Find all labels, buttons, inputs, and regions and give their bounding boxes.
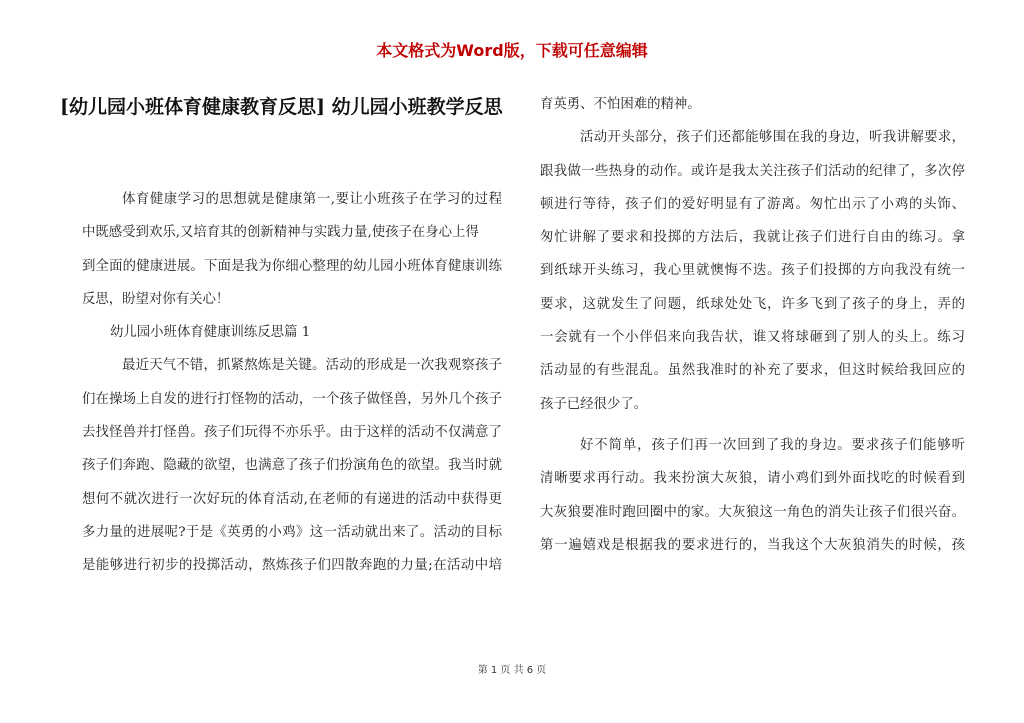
- text-line: 好不简单，孩子们再一次回到了我的身边。要求孩子们能够听: [580, 437, 965, 453]
- left-text-column: [82, 183, 502, 583]
- text-line: 到全面的健康进展。下面是我为你细心整理的幼儿园小班体育健康训练: [82, 258, 502, 274]
- text-line: 跟我做一些热身的动作。或许是我太关注孩子们活动的纪律了，多次停: [540, 163, 965, 179]
- right-text-column: [540, 88, 965, 562]
- text-line: 活动开头部分，孩子们还都能够围在我的身边，听我讲解要求，: [580, 130, 965, 146]
- text-line: 大灰狼要准时跑回圈中的家。大灰狼这一角色的消失让孩子们很兴奋。: [540, 504, 965, 520]
- text-line: 清晰要求再行动。我来扮演大灰狼，请小鸡们到外面找吃的时候看到: [540, 471, 965, 487]
- text-line: 是能够进行初步的投掷活动，熬炼孩子们四散奔跑的力量;在活动中培: [82, 558, 502, 574]
- text-line: 孩子们奔跑、隐藏的欲望，也满意了孩子们扮演角色的欲望。我当时就: [82, 458, 502, 474]
- text-line: 育英勇、不怕困难的精神。: [540, 97, 701, 112]
- text-line: 活动显的有些混乱。虽然我准时的补充了要求，但这时候给我回应的: [540, 363, 965, 379]
- text-line: 去找怪兽并打怪兽。孩子们玩得不亦乐乎。由于这样的活动不仅满意了: [82, 425, 502, 441]
- text-line: 一会就有一个小伴侣来向我告状，谁又将球砸到了别人的头上。练习: [540, 330, 965, 346]
- text-line: 到纸球开头练习，我心里就懊悔不迭。孩子们投掷的方向我没有统一: [540, 263, 965, 279]
- text-line: 顿进行等待，孩子们的爱好明显有了游离。匆忙出示了小鸡的头饰、: [540, 196, 965, 212]
- page-number-footer: 第 1 页 共 6 页: [477, 665, 547, 676]
- document-header-banner: 本文格式为Word版，下载可任意编辑: [376, 41, 648, 60]
- text-line: 体育健康学习的思想就是健康第一,要让小班孩子在学习的过程: [122, 192, 502, 207]
- text-line: 反思，盼望对你有关心！: [82, 291, 230, 307]
- text-line: 中既感受到欢乐,又培育其的创新精神与实践力量,使孩子在身心上得: [82, 225, 479, 241]
- text-line: 多力量的进展呢?于是《英勇的小鸡》这一活动就出来了。活动的目标: [82, 524, 502, 540]
- text-line: 要求，这就发生了问题，纸球处处飞，许多飞到了孩子的身上，弄的: [540, 296, 965, 312]
- text-line: 孩子已经很少了。: [540, 396, 648, 412]
- text-line: 想何不就次进行一次好玩的体育活动,在老师的有递进的活动中获得更: [82, 491, 502, 507]
- text-line: 们在操场上自发的进行打怪物的活动，一个孩子做怪兽，另外几个孩子: [82, 391, 502, 407]
- text-line: 匆忙讲解了要求和投掷的方法后，我就让孩子们进行自由的练习。拿: [540, 230, 965, 246]
- text-line: 最近天气不错，抓紧熬炼是关键。活动的形成是一次我观察孩子: [122, 358, 502, 374]
- text-line: 第一遍嬉戏是根据我的要求进行的，当我这个大灰狼消失的时候，孩: [540, 537, 965, 553]
- text-line: 幼儿园小班体育健康训练反思篇 1: [110, 325, 311, 341]
- document-title: [幼儿园小班体育健康教育反思] 幼儿园小班教学反思: [60, 96, 503, 118]
